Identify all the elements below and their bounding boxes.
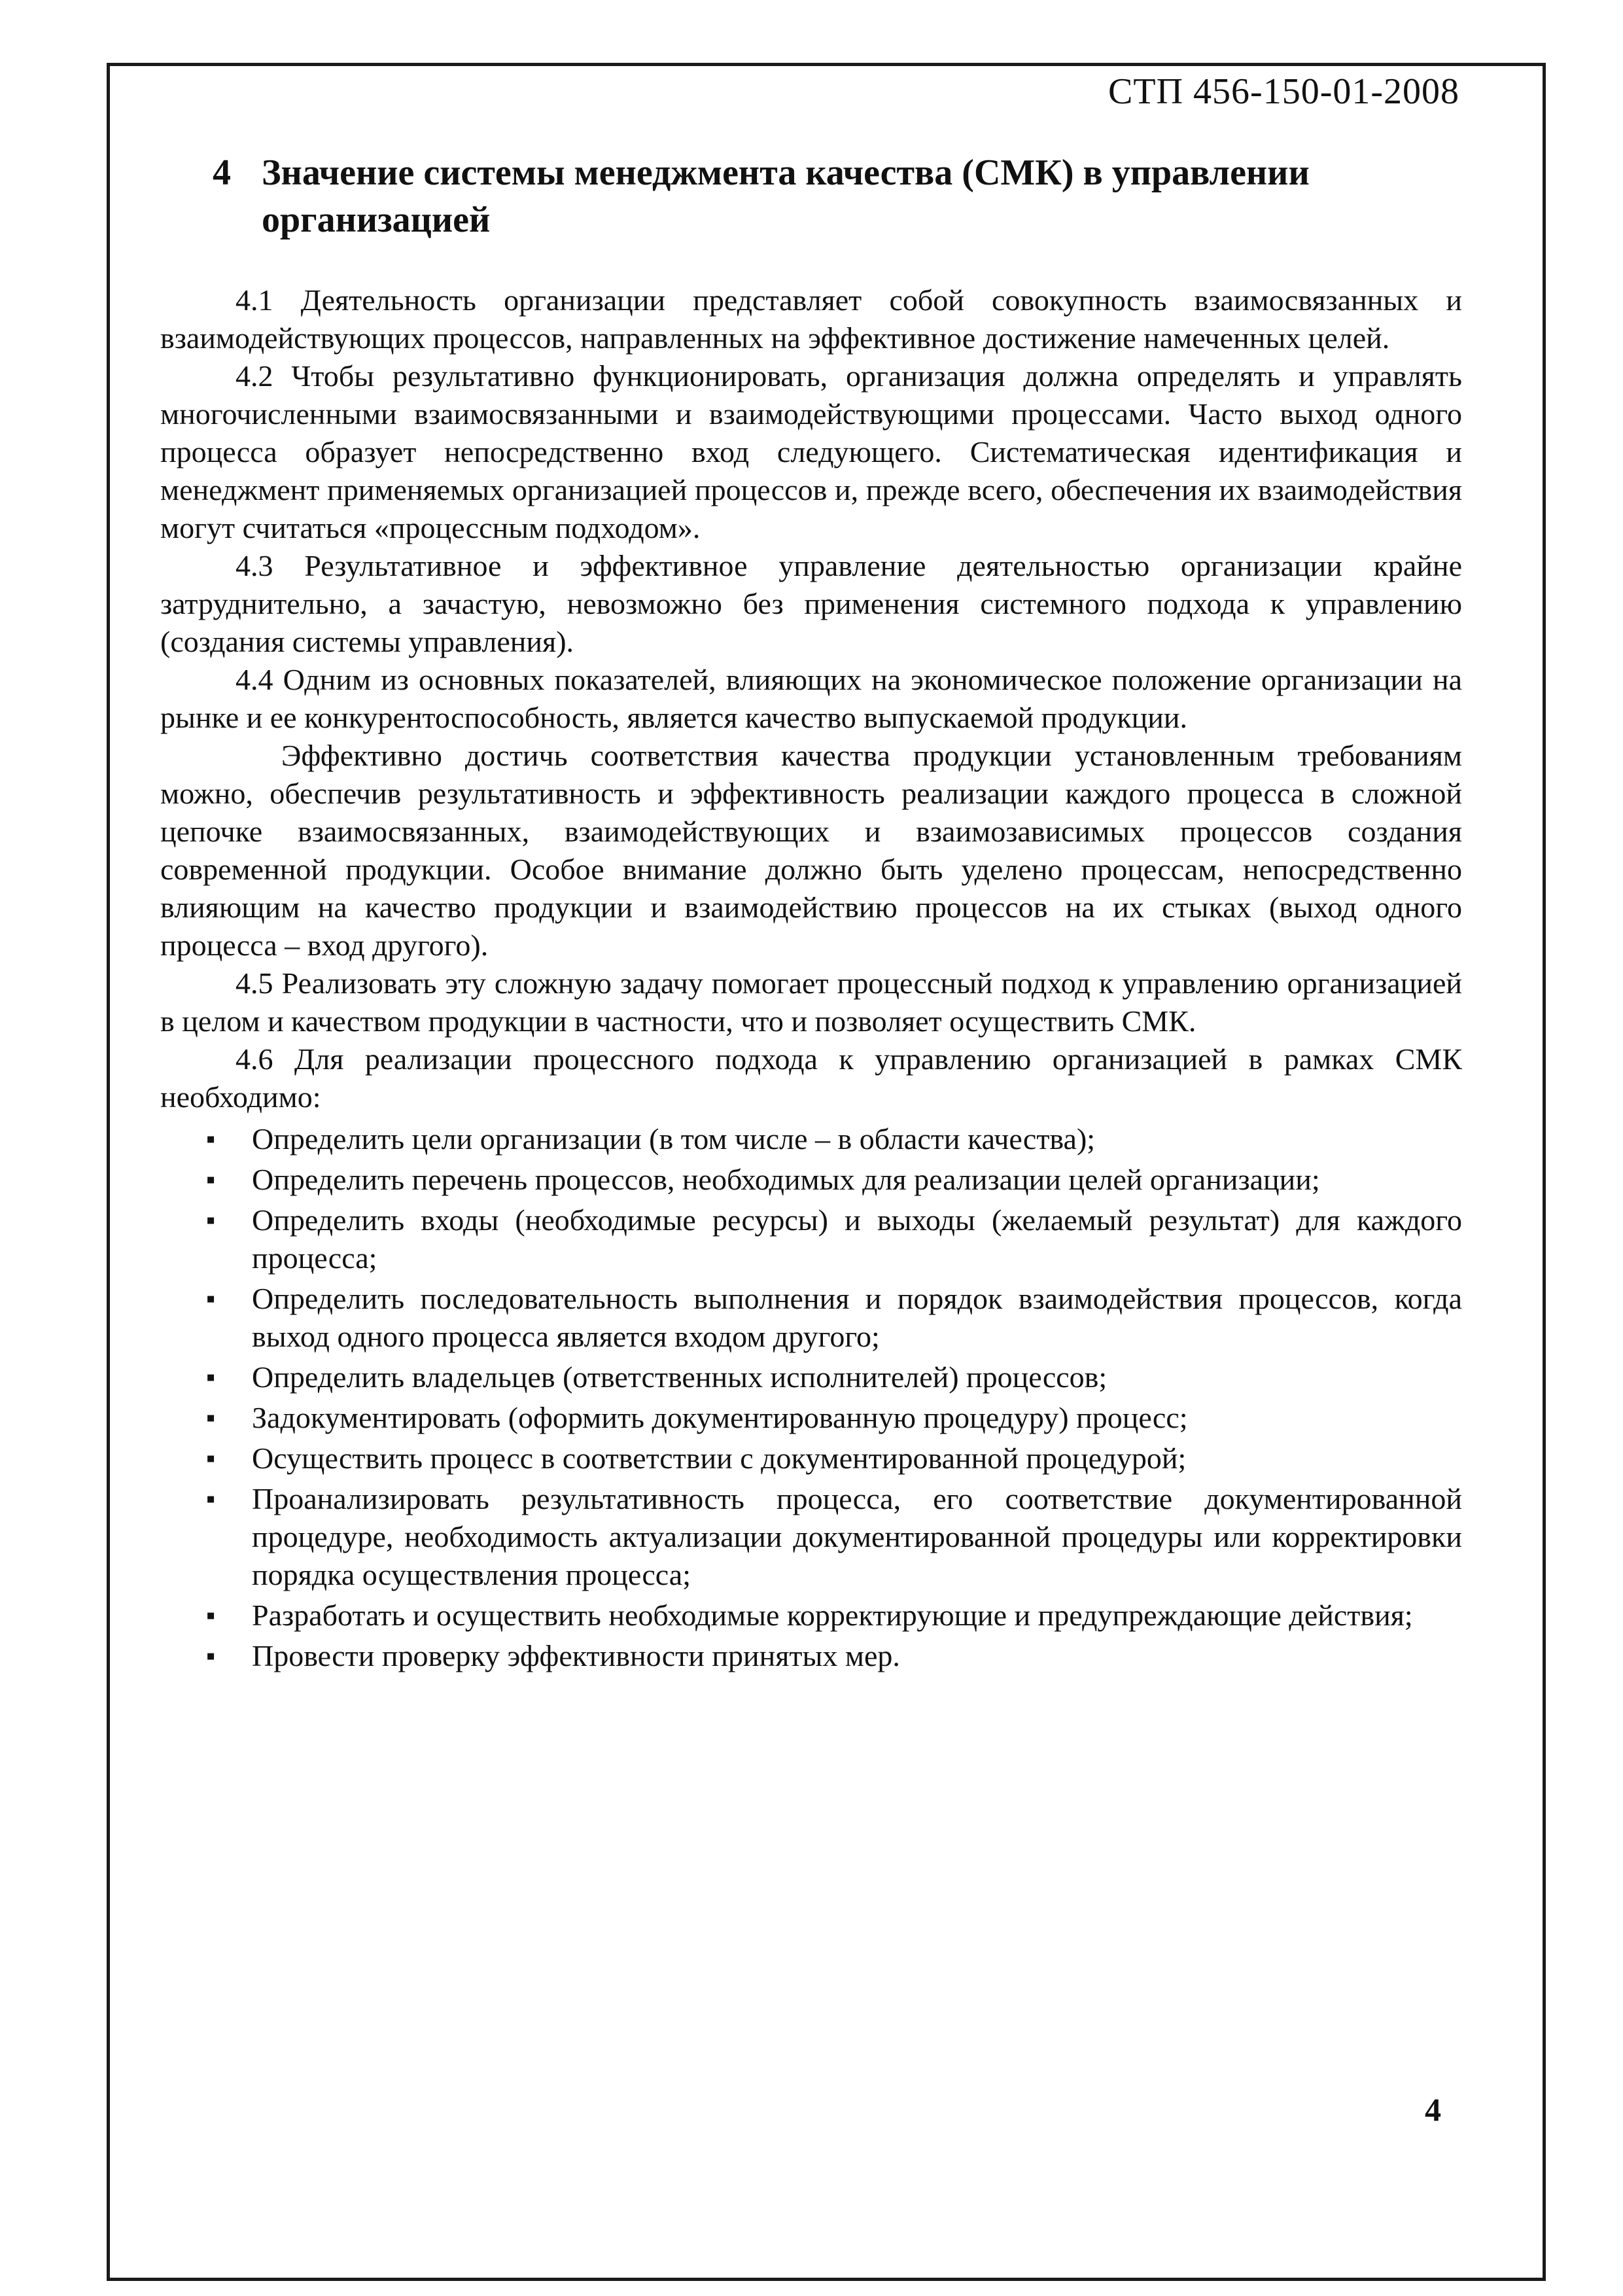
page-number: 4 — [1425, 2091, 1441, 2128]
bullet-icon: ▪ — [206, 1205, 216, 1235]
bullet-icon: ▪ — [206, 1165, 216, 1194]
steps-list — [160, 1120, 1462, 1675]
list-item — [160, 1358, 1462, 1396]
paragraph-4-3: 4.3 Результативное и эффективное управление деятельностью организации крайне затруднительно, а зачастую, невозможно без применения системного подхода к управлению (создания системы управления). — [160, 549, 1462, 658]
list-item — [160, 1637, 1462, 1675]
list-item — [160, 1399, 1462, 1437]
bullet-icon: ▪ — [206, 1484, 216, 1513]
list-item — [160, 1161, 1462, 1199]
bullet-icon: ▪ — [206, 1403, 216, 1432]
bullet-icon: ▪ — [206, 1362, 216, 1392]
list-item — [160, 1201, 1462, 1277]
list-item-text: Определить цели организации (в том числе – в области качества); — [252, 1122, 1096, 1156]
list-item-text: Определить перечень процессов, необходимых для реализации целей организации; — [252, 1163, 1320, 1196]
list-item-text: Определить владельцев (ответственных исполнителей) процессов; — [252, 1360, 1108, 1394]
list-item-text: Задокументировать (оформить документированную процедуру) процесс; — [252, 1401, 1188, 1434]
list-item — [160, 1280, 1462, 1356]
list-item-text: Разработать и осуществить необходимые корректирующие и предупреждающие действия; — [252, 1598, 1413, 1632]
list-item — [160, 1439, 1462, 1477]
paragraph-4-6: 4.6 Для реализации процессного подхода к управлению организацией в рамках СМК необходимо: — [160, 1042, 1462, 1114]
list-item — [160, 1120, 1462, 1158]
paragraph-4-4-continued: Эффективно достичь соответствия качества продукции установленным требованиям можно, обеспечив результативность и эффективность реализации каждого процесса в сложной цепочке взаимосвязанных, взаимодействующих и взаимозависимых процессов создания современной продукции. Особое внимание должно быть уделено процессам, непосредственно влияющим на качество продукции и взаимодействию процессов на их стыках (выход одного процесса – вход другого). — [160, 739, 1462, 962]
bullet-icon: ▪ — [206, 1600, 216, 1630]
list-item-text: Определить последовательность выполнения и порядок взаимодействия процессов, когда выход одного процесса является входом другого; — [252, 1282, 1462, 1353]
paragraph-4-1: 4.1 Деятельность организации представляет собой совокупность взаимосвязанных и взаимодействующих процессов, направленных на эффективное достижение намеченных целей. — [160, 283, 1462, 355]
section-number: 4 — [213, 152, 231, 193]
list-item-text: Провести проверку эффективности принятых мер. — [252, 1639, 900, 1672]
paragraph-4-2: 4.2 Чтобы результативно функционировать, организация должна определять и управлять многочисленными взаимосвязанными и взаимодействующими процессами. Часто выход одного процесса образует непосредственно вход следующего. Систематическая идентификация и менеджмент применяемых организацией процессов и, прежде всего, обеспечения их взаимодействия могут считаться «процессным подходом». — [160, 359, 1462, 544]
bullet-icon: ▪ — [206, 1124, 216, 1154]
list-item-text: Определить входы (необходимые ресурсы) и выходы (желаемый результат) для каждого процесса; — [252, 1203, 1462, 1275]
list-item — [160, 1480, 1462, 1594]
section-title: Значение системы менеджмента качества (СМК) в управлении организацией — [262, 152, 1310, 240]
document-body — [160, 281, 1462, 1678]
bullet-icon: ▪ — [206, 1641, 216, 1670]
paragraph-4-4: 4.4 Одним из основных показателей, влияющих на экономическое положение организации на рынке и ее конкурентоспособность, является качество выпускаемой продукции. — [160, 663, 1462, 734]
paragraph-4-5: 4.5 Реализовать эту сложную задачу помогает процессный подход к управлению организацией в целом и качеством продукции в частности, что и позволяет осуществить СМК. — [160, 966, 1462, 1038]
bullet-icon: ▪ — [206, 1284, 216, 1313]
list-item-text: Осуществить процесс в соответствии с документированной процедурой; — [252, 1441, 1187, 1475]
list-item-text: Проанализировать результативность процесса, его соответствие документированной процедуре, необходимость актуализации документированной процедуры или корректировки порядка осуществления процесса; — [252, 1482, 1462, 1591]
section-heading — [213, 149, 1456, 243]
list-item — [160, 1597, 1462, 1634]
document-code: СТП 456-150-01-2008 — [1108, 71, 1459, 112]
bullet-icon: ▪ — [206, 1443, 216, 1473]
